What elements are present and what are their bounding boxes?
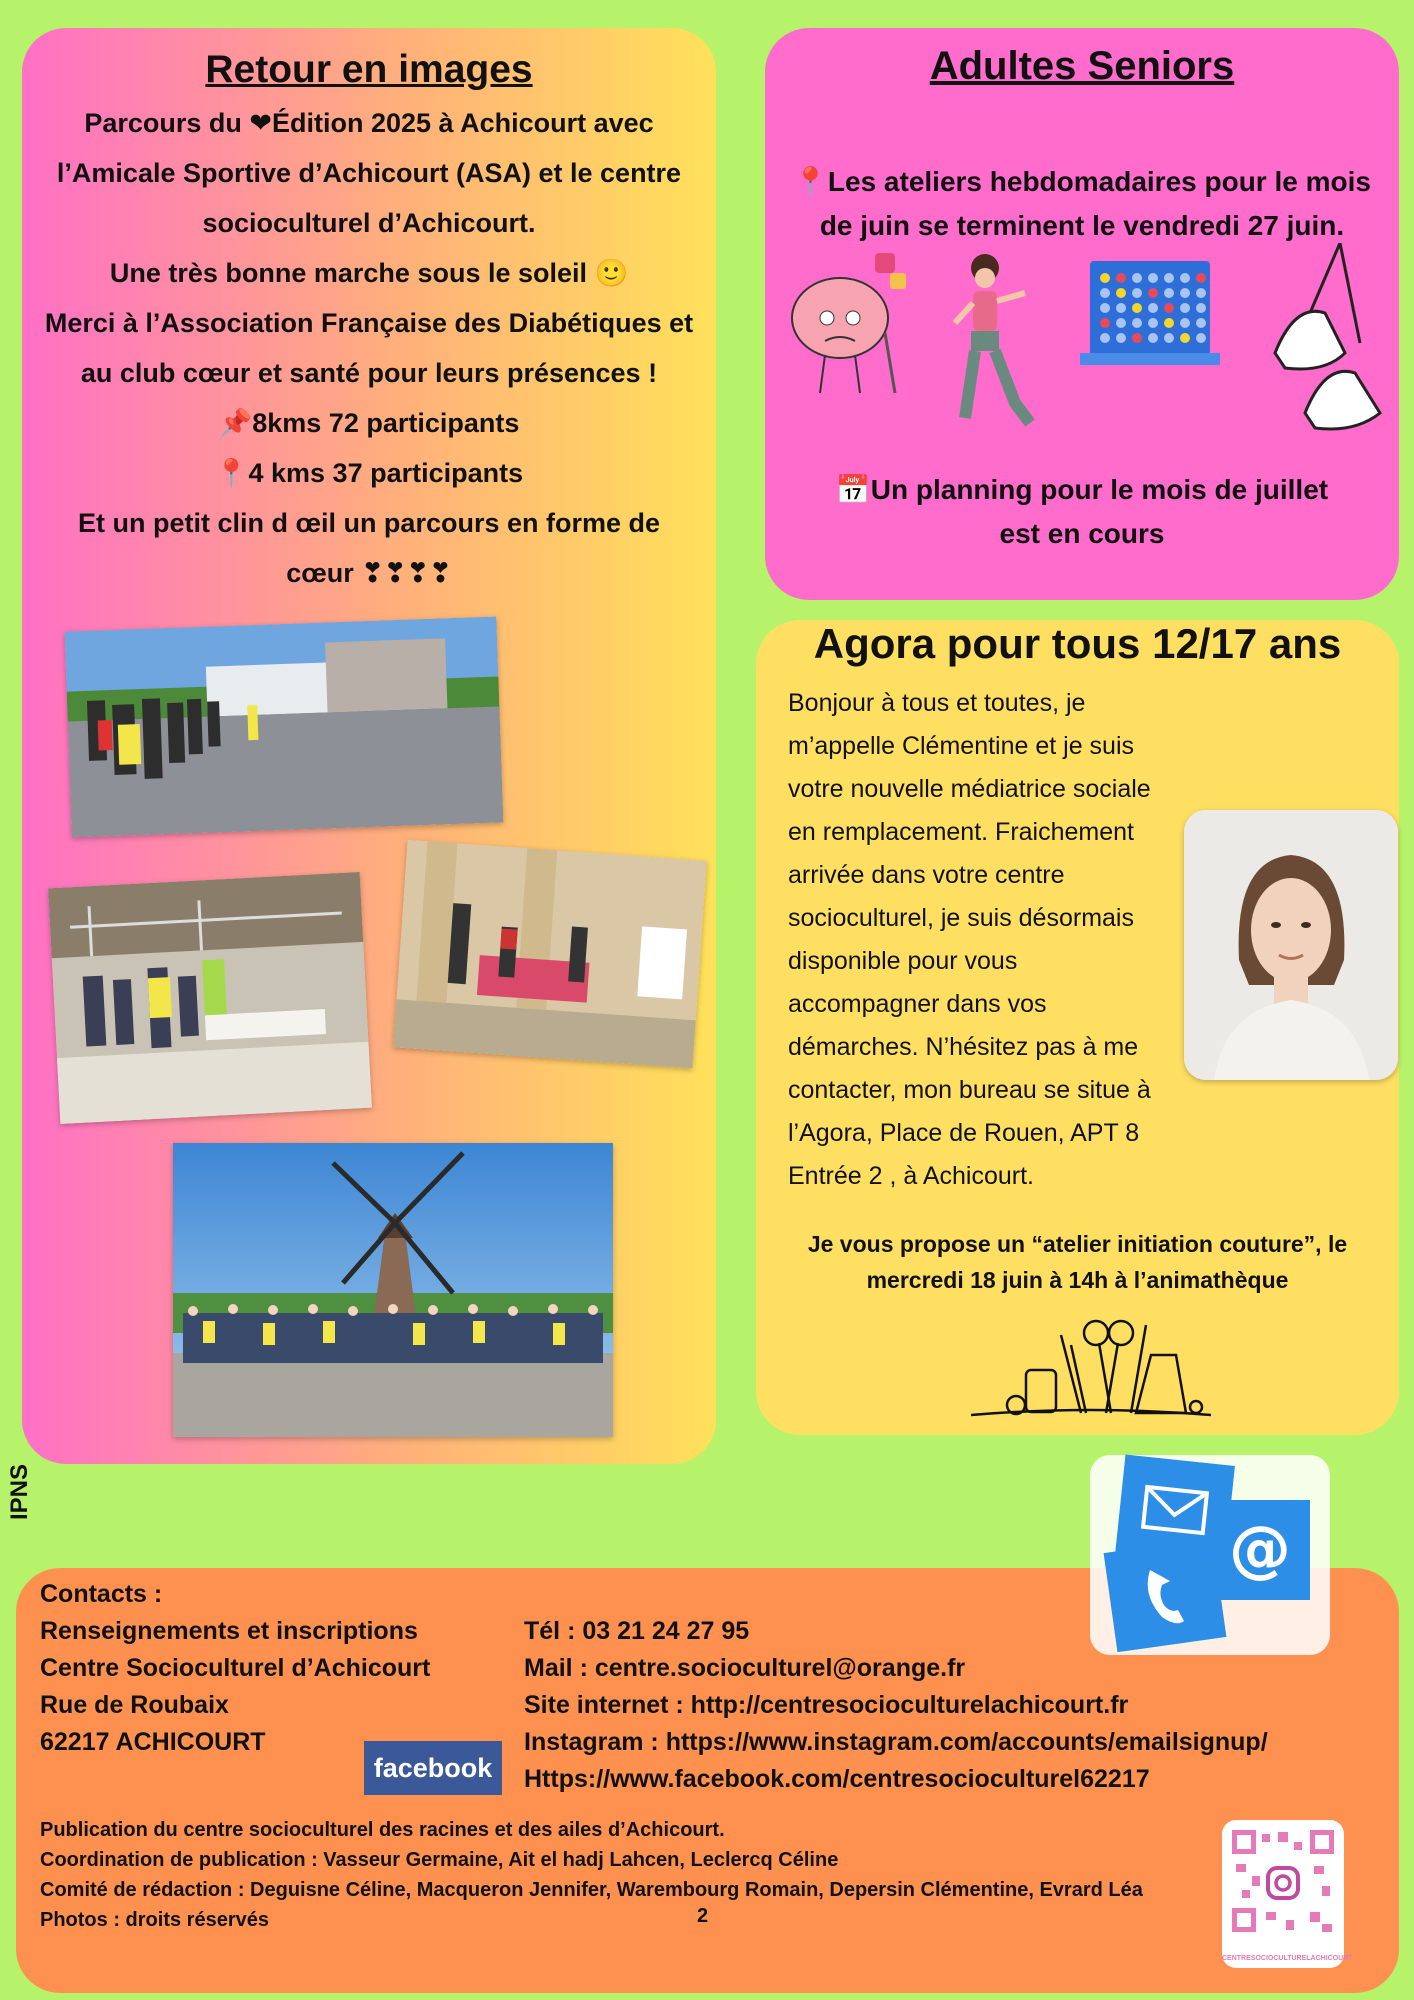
seniors-line: de juin se terminent le vendredi 27 juin. bbox=[819, 210, 1345, 241]
agora-line: l’Agora, Place de Rouen, APT 8 bbox=[788, 1119, 1140, 1147]
phone-text: Tél : 03 21 24 27 95 bbox=[524, 1617, 750, 1645]
retour-line: socioculturel d’Achicourt. bbox=[202, 208, 536, 238]
windmill-group-photo bbox=[173, 1143, 613, 1437]
agora-workshop-line: mercredi 18 juin à 14h à l’animathèque bbox=[866, 1267, 1289, 1293]
agora-line: arrivée dans votre centre bbox=[788, 861, 1065, 889]
contacts-left-line: Rue de Roubaix bbox=[40, 1691, 229, 1719]
page-number: 2 bbox=[697, 1905, 709, 1927]
retour-line: Une très bonne marche sous le soleil 🙂 bbox=[109, 258, 629, 288]
sneakers-illustration bbox=[1275, 243, 1380, 429]
contacts-left-line: 62217 ACHICOURT bbox=[40, 1728, 266, 1756]
retour-line: Parcours du ❤Édition 2025 à Achicourt avec bbox=[84, 108, 654, 138]
brain-illustration bbox=[792, 253, 906, 393]
agora-line: m’appelle Clémentine et je suis bbox=[788, 732, 1135, 760]
credits-line: Coordination de publication : Vasseur Germaine, Ait el hadj Lahcen, Leclercq Céline bbox=[40, 1849, 839, 1871]
seniors-title: Adultes Seniors bbox=[929, 44, 1235, 88]
agora-line: contacter, mon bureau se situe à bbox=[788, 1076, 1151, 1104]
ipns-label: IPNS bbox=[6, 1463, 33, 1520]
portrait-photo bbox=[1184, 810, 1398, 1080]
retour-line: cœur ❣❣❣❣ bbox=[286, 558, 452, 588]
runner-illustration bbox=[955, 254, 1030, 423]
website-link[interactable]: Site internet : http://centresocioculturelachicourt.fr bbox=[524, 1691, 1129, 1719]
retour-line: Merci à l’Association Française des Diabétiques et bbox=[44, 308, 694, 338]
contacts-left-line: Renseignements et inscriptions bbox=[40, 1617, 418, 1645]
svg-text:@: @ bbox=[1229, 1512, 1291, 1585]
at-sign-icon bbox=[1210, 1500, 1310, 1600]
agora-line: disponible pour vous bbox=[788, 947, 1018, 975]
seniors-line: 📍Les ateliers hebdomadaires pour le mois bbox=[793, 166, 1371, 197]
agora-body bbox=[788, 682, 1151, 1198]
contacts-heading: Contacts : bbox=[40, 1580, 163, 1608]
contacts-left-line: Centre Socioculturel d’Achicourt bbox=[40, 1654, 431, 1682]
qr-caption: CENTRESOCIOCULTURELACHICOURT bbox=[1222, 1955, 1353, 1962]
stand-photo bbox=[393, 840, 707, 1068]
agora-line: socioculturel, je suis désormais bbox=[788, 904, 1134, 932]
retour-line: 📌8kms 72 participants bbox=[218, 408, 520, 438]
credits-line: Comité de rédaction : Deguisne Céline, Macqueron Jennifer, Warembourg Romain, Depersin Clémentine, Evrard Léa bbox=[40, 1879, 1143, 1901]
instagram-link[interactable]: Instagram : https://www.instagram.com/accounts/emailsignup/ bbox=[524, 1728, 1268, 1756]
connect-four-illustration bbox=[1080, 261, 1220, 365]
seniors-illustrations bbox=[785, 243, 1390, 483]
retour-text bbox=[22, 98, 716, 598]
qr-code-icon bbox=[1222, 1820, 1344, 1944]
contacts-left-block bbox=[40, 1576, 430, 1761]
agora-line: accompagner dans vos bbox=[788, 990, 1047, 1018]
walkers-road-photo bbox=[65, 617, 504, 838]
mail-link[interactable]: Mail : centre.socioculturel@orange.fr bbox=[524, 1654, 966, 1682]
agora-line: en remplacement. Fraichement bbox=[788, 818, 1134, 846]
seniors-line: est en cours bbox=[999, 518, 1165, 549]
credits-line: Photos : droits réservés bbox=[40, 1909, 269, 1931]
retour-line: 📍4 kms 37 participants bbox=[214, 458, 524, 488]
phone-icon bbox=[1104, 1538, 1227, 1652]
sewing-illustration bbox=[971, 1315, 1211, 1425]
seniors-line: 📅Un planning pour le mois de juillet bbox=[835, 474, 1329, 505]
communication-icons bbox=[1080, 1445, 1340, 1665]
retour-title: Retour en images bbox=[205, 48, 533, 91]
facebook-logo[interactable]: facebook bbox=[364, 1741, 502, 1795]
adultes-seniors-panel bbox=[765, 28, 1399, 600]
agora-line: votre nouvelle médiatrice sociale bbox=[788, 775, 1151, 803]
agora-panel bbox=[756, 620, 1399, 1435]
facebook-link[interactable]: Https://www.facebook.com/centresocioculturel62217 bbox=[524, 1765, 1150, 1793]
instagram-qr-code[interactable] bbox=[1222, 1820, 1353, 1968]
agora-workshop-line: Je vous propose un “atelier initiation couture”, le bbox=[807, 1231, 1348, 1257]
seniors-workshops-text bbox=[765, 160, 1399, 248]
agora-line: Bonjour à tous et toutes, je bbox=[788, 689, 1086, 717]
seniors-planning-text bbox=[765, 468, 1399, 556]
retour-line: l’Amicale Sportive d’Achicourt (ASA) et le centre bbox=[56, 158, 682, 188]
hall-tables-photo bbox=[48, 872, 372, 1124]
agora-line: Entrée 2 , à Achicourt. bbox=[788, 1162, 1034, 1190]
retour-line: au club cœur et santé pour leurs présences ! bbox=[80, 358, 658, 388]
credits-block bbox=[40, 1815, 1143, 1935]
agora-workshop-text bbox=[756, 1226, 1399, 1298]
agora-title: Agora pour tous 12/17 ans bbox=[813, 620, 1342, 667]
agora-line: démarches. N’hésitez pas à me bbox=[788, 1033, 1139, 1061]
retour-line: Et un petit clin d œil un parcours en forme de bbox=[77, 508, 661, 538]
credits-line: Publication du centre socioculturel des racines et des ailes d’Achicourt. bbox=[40, 1819, 725, 1841]
